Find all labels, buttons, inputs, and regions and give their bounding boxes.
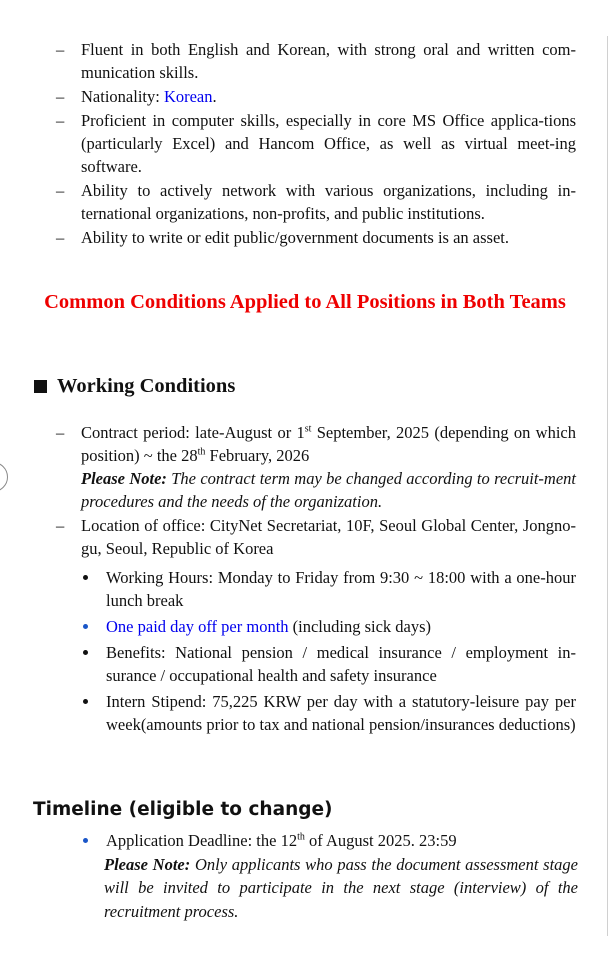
bullet-dot-icon — [83, 624, 88, 629]
side-scroll-handle[interactable] — [0, 462, 8, 492]
dash-marker: – — [56, 181, 65, 200]
dash-marker: – — [56, 423, 65, 442]
list-item — [81, 690, 576, 736]
note-label: Please Note: — [81, 469, 167, 488]
requirement-networking: Ability to actively network with various organizations, including in-ternational organizations, non-profits, and public institutions. — [81, 181, 576, 223]
contract-note — [81, 467, 576, 513]
note-text: Only applicants who pass the document assessment stage will be invited to participate in the next stage (interview) of the recruitment process. — [104, 854, 578, 921]
benefits-text: Benefits: National pension / medical insurance / employment in-surance / occupational health and safety insurance — [106, 643, 576, 685]
list-item — [56, 514, 576, 560]
list-item — [56, 109, 576, 178]
dash-marker: – — [56, 111, 65, 130]
list-item — [81, 566, 576, 612]
common-conditions-title: Common Conditions Applied to All Positions in Both Teams — [44, 291, 566, 313]
dash-marker: – — [56, 87, 65, 106]
dash-marker: – — [56, 516, 65, 535]
requirement-writing: Ability to write or edit public/government documents is an asset. — [81, 228, 510, 247]
note-text: The contract term may be changed according to recruit-ment procedures and the needs of the organization. — [81, 469, 576, 511]
working-conditions-heading-text: Working Conditions — [57, 375, 236, 397]
timeline-heading: Timeline (eligible to change) — [33, 799, 333, 820]
note-label: Please Note: — [104, 854, 191, 874]
deadline-text-part: of August 2025. 23:59 — [304, 831, 457, 850]
stipend-text: Intern Stipend: 75,225 KRW per day with a statutory-leisure pay per week(amounts prior to tax and national pension/insurances deductions) — [106, 692, 576, 734]
list-item — [56, 38, 576, 84]
dash-marker: – — [56, 228, 65, 247]
contract-text-part: September, 2025 (depending on which position) ~ the 28 — [81, 423, 577, 465]
office-location-text: Location of office: CityNet Secretariat, 10F, Seoul Global Center, Jongno-gu, Seoul, Republic of Korea — [81, 516, 576, 558]
requirement-nationality-label: Nationality: — [81, 87, 164, 106]
nationality-value: Korean — [163, 87, 213, 106]
timeline-list — [81, 829, 578, 923]
requirements-list — [56, 38, 576, 250]
requirement-computer-skills: Proficient in computer skills, especially in core MS Office applica-tions (particularly Excel) and Hancom Office, as well as virtual meet-ing software. — [81, 111, 576, 176]
dash-marker: – — [56, 40, 65, 59]
bullet-dot-icon — [83, 575, 88, 580]
contract-period-text — [81, 423, 576, 465]
working-hours-text: Working Hours: Monday to Friday from 9:30 ~ 18:00 with a one-hour lunch break — [106, 568, 576, 610]
page-edge-rule — [607, 36, 608, 936]
bullet-dot-icon — [83, 699, 88, 704]
deadline-text-part: Application Deadline: the 12 — [106, 831, 298, 850]
ordinal-suffix: th — [297, 831, 305, 843]
list-item — [81, 615, 576, 638]
list-item — [81, 641, 576, 687]
working-conditions-heading — [34, 373, 235, 399]
paid-day-off-highlight: One paid day off per month — [106, 617, 289, 636]
paid-day-off-rest: (including sick days) — [288, 617, 432, 636]
list-item — [56, 421, 576, 513]
working-conditions-list — [56, 421, 576, 561]
deadline-text — [106, 831, 457, 850]
list-item — [81, 829, 578, 923]
requirement-language: Fluent in both English and Korean, with strong oral and written com-munication skills. — [81, 40, 576, 82]
ordinal-suffix: th — [197, 446, 206, 458]
list-item — [56, 85, 576, 108]
list-item — [56, 179, 576, 225]
list-item — [56, 226, 576, 249]
square-bullet-icon — [34, 380, 47, 393]
contract-text-part: Contract period: late-August or 1 — [81, 423, 305, 442]
bullet-dot-icon — [83, 838, 88, 843]
timeline-note — [104, 853, 578, 924]
ordinal-suffix: st — [304, 423, 312, 435]
nationality-suffix: . — [212, 87, 217, 106]
working-details-list — [81, 566, 576, 739]
bullet-dot-icon — [83, 650, 88, 655]
contract-text-part: February, 2026 — [205, 446, 310, 465]
